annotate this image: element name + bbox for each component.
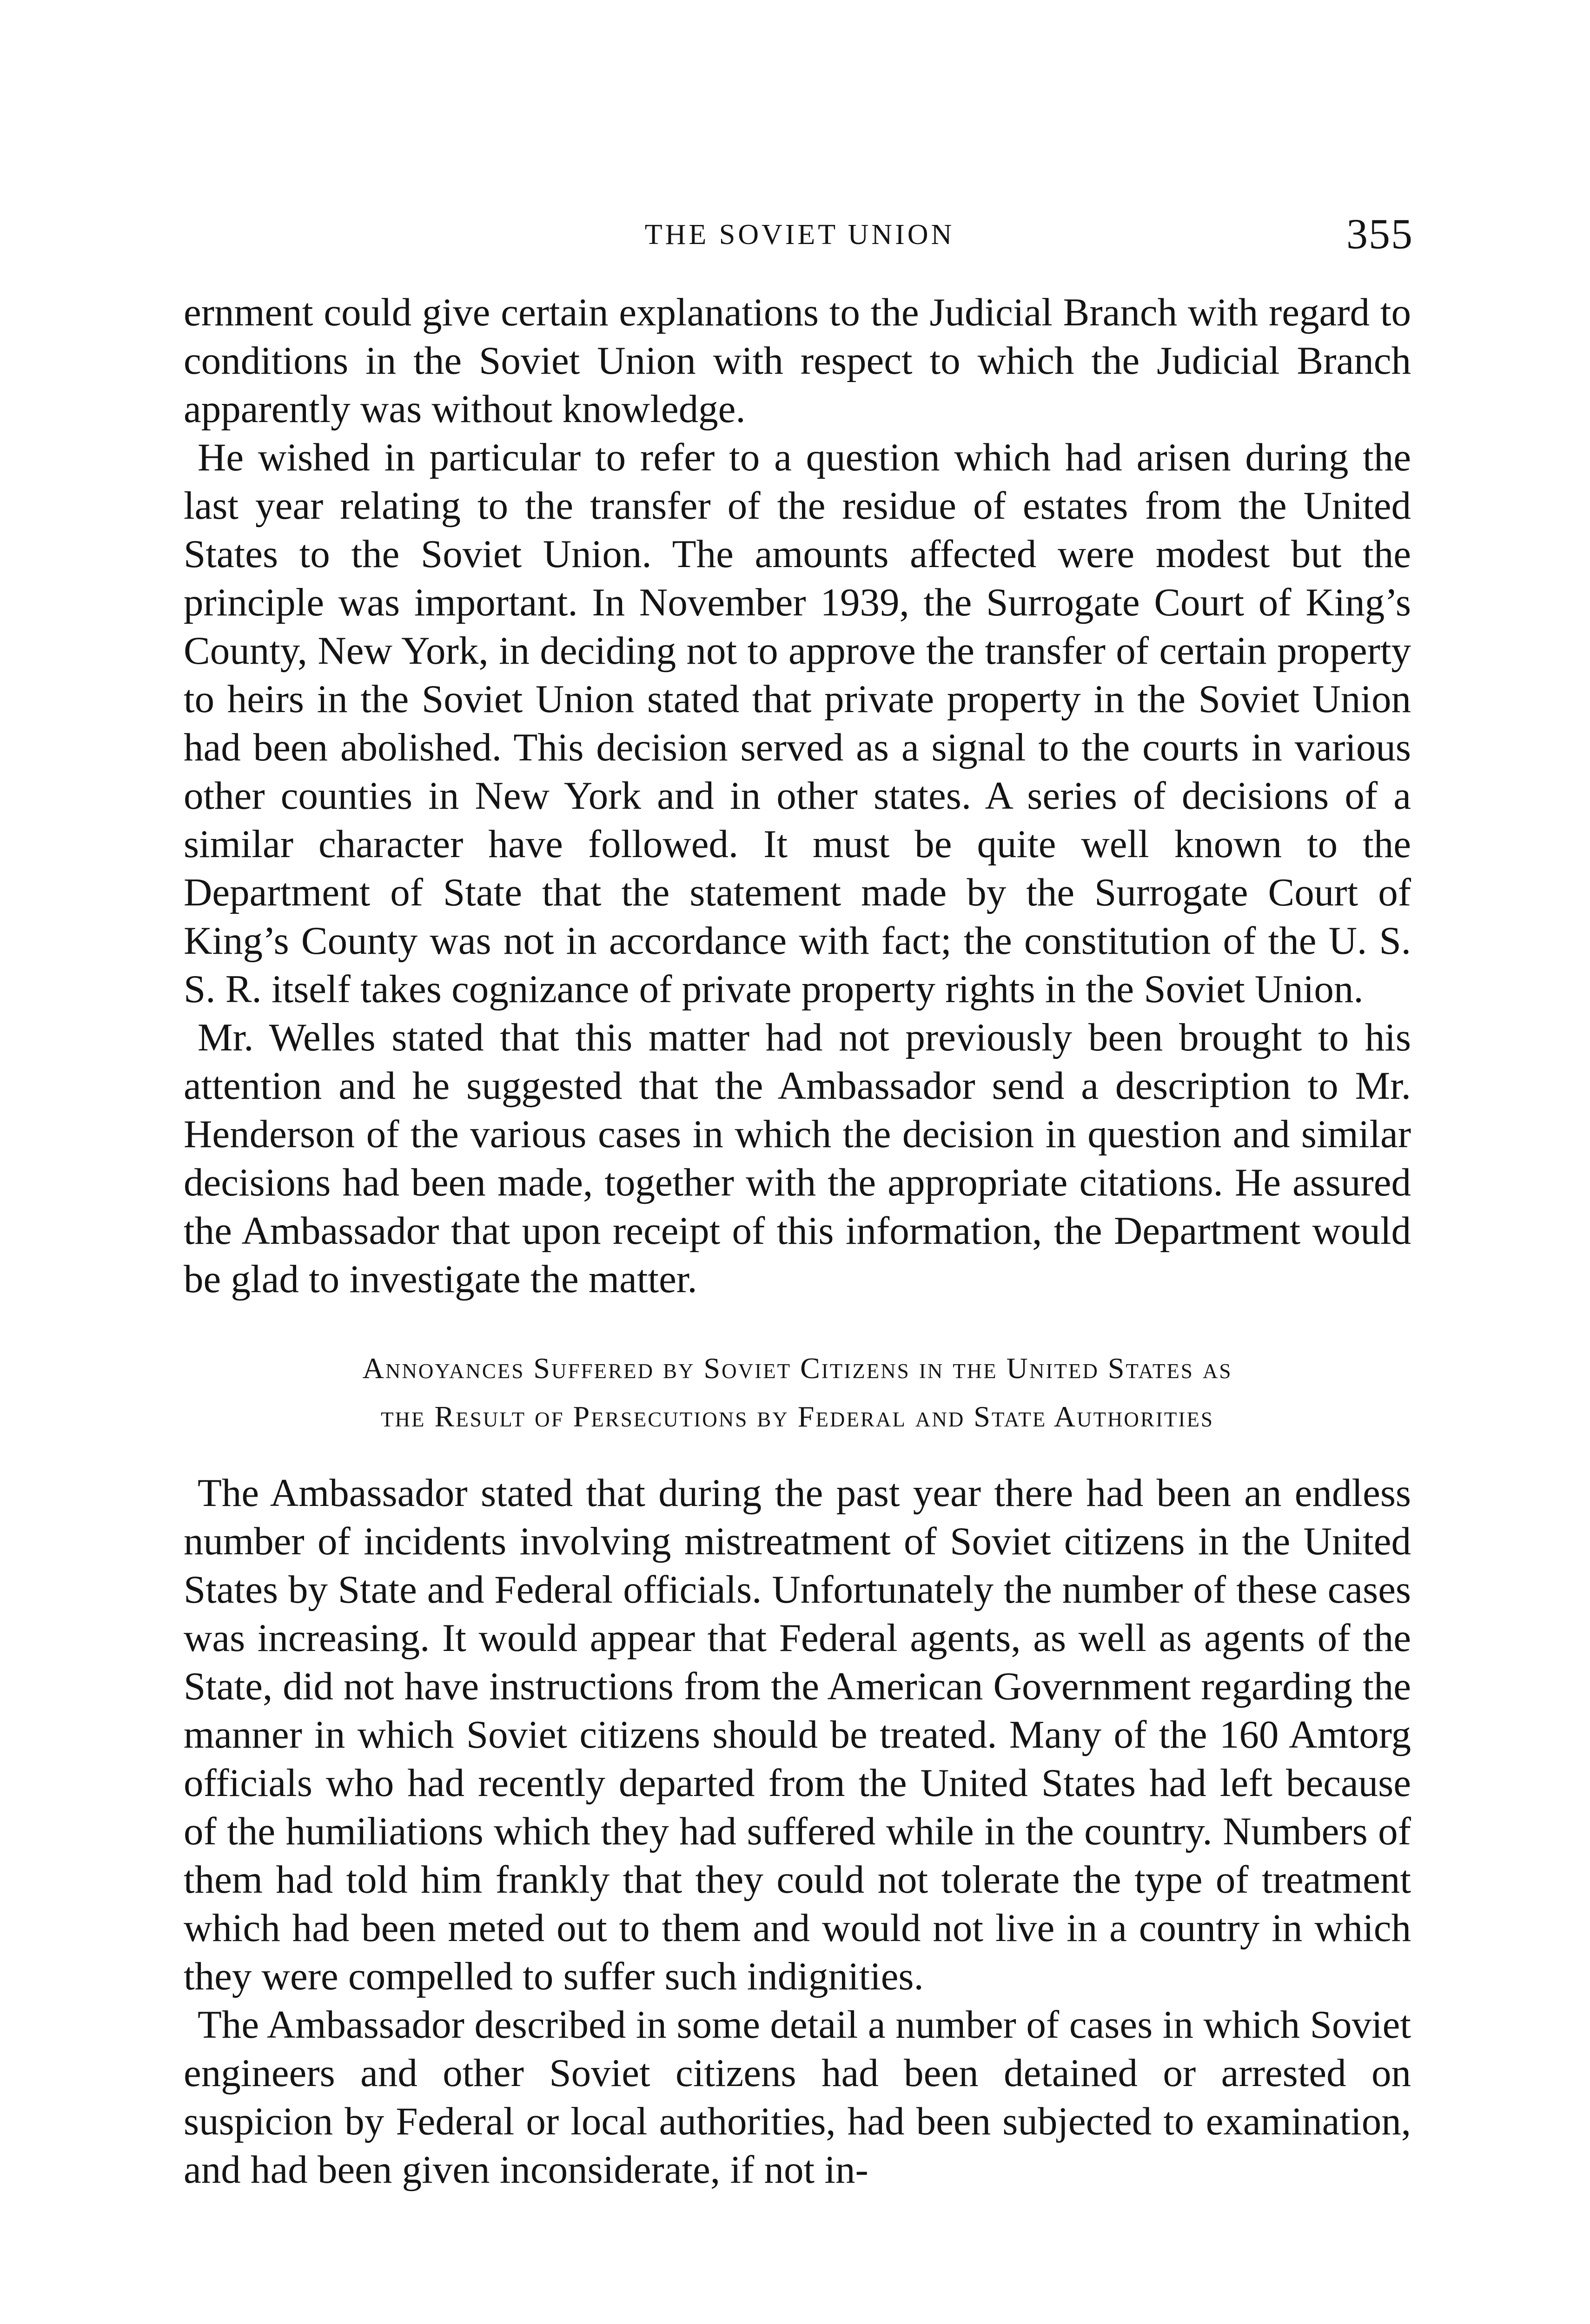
paragraph-continuation: ernment could give certain explanations to the Judicial Branch with regard to conditions in the Soviet Union with respect to which the Judicial Branch apparently was without knowledge. — [184, 290, 1411, 431]
body-text — [184, 288, 1411, 2194]
page-number: 355 — [1346, 210, 1413, 257]
paragraph-mistreatment: The Ambassador stated that during the past year there had been an endless number of incidents involving mistreatment of Soviet citizens in the United States by State and Federal officials. Unfortunately the number of these cases was increasing. It would appear that Federal agents, as well as agents of the State, did not have instructions from the American Government regarding the manner in which Soviet citizens should be treated. Many of the 160 Amtorg officials who had recently departed from the United States had left because of the humiliations which they had suffered while in the country. Numbers of them had told him frankly that they could not tolerate the type of treatment which had been meted out to them and would not live in a country in which they were compelled to suffer such indignities. — [184, 1471, 1411, 1998]
section-heading-line-1: Annoyances Suffered by Soviet Citizens in the United States as — [362, 1352, 1232, 1385]
running-title: THE SOVIET UNION — [644, 219, 955, 251]
running-header — [186, 209, 1413, 260]
paragraph-welles-response: Mr. Welles stated that this matter had not previously been brought to his attention and he suggested that the Ambassador send a description to Mr. Henderson of the various cases in which the decision in question and similar decisions had been made, together with the appropriate citations. He assured the Ambassador that upon receipt of this information, the Department would be glad to investigate the matter. — [184, 1016, 1411, 1301]
paragraph-property-rights: He wished in particular to refer to a question which had arisen during the last year relating to the transfer of the residue of estates from the United States to the Soviet Union. The amounts affected were modest but the principle was important. In November 1939, the Surrogate Court of King’s County, New York, in deciding not to approve the transfer of certain property to heirs in the Soviet Union stated that private property in the Soviet Union had been abolished. This decision served as a signal to the courts in various other counties in New York and in other states. A series of decisions of a similar character have followed. It must be quite well known to the Department of State that the statement made by the Surrogate Court of King’s County was not in accordance with fact; the constitution of the U. S. S. R. itself takes cognizance of private property rights in the Soviet Union. — [184, 436, 1411, 1011]
section-heading-line-2: the Result of Persecutions by Federal and State Authorities — [381, 1400, 1214, 1433]
section-heading — [184, 1344, 1411, 1441]
paragraph-cases-described: The Ambassador described in some detail a number of cases in which Soviet engineers and other Soviet citizens had been detained or arrested on suspicion by Federal or local authorities, had been subjected to examination, and had been given inconsiderate, if not in- — [184, 2003, 1411, 2192]
